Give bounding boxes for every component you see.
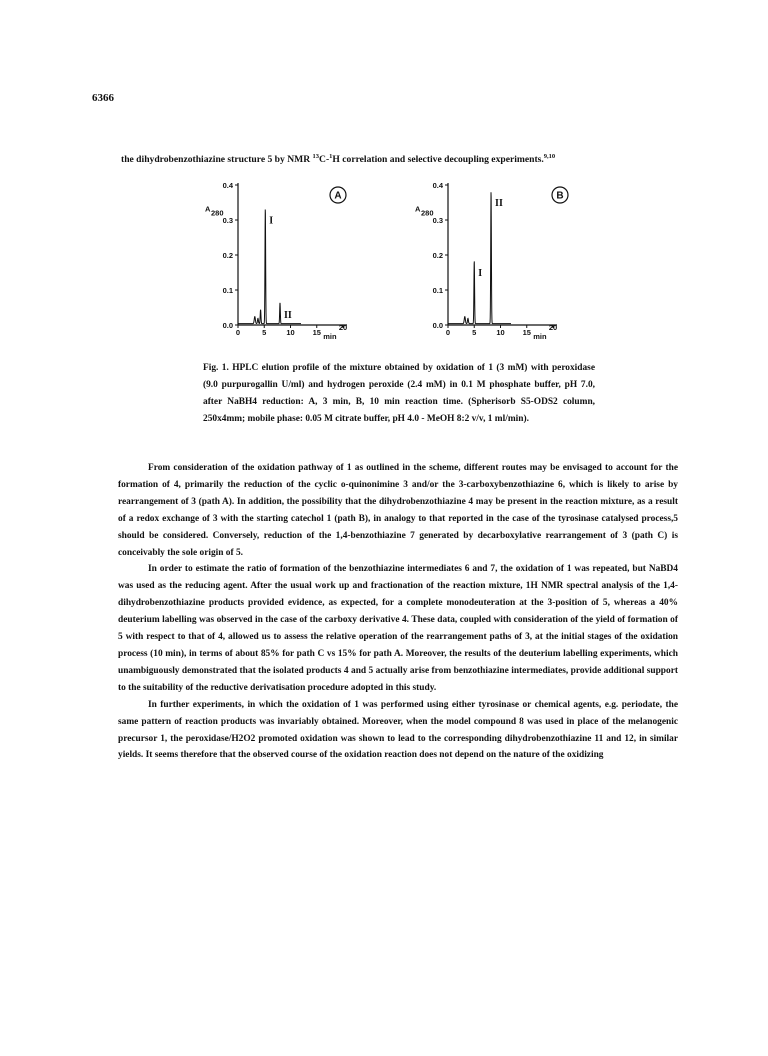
intro-sup-13: 13 [312,153,320,160]
paragraph-2: In order to estimate the ratio of formation of the benzothiazine intermediates 6 and 7, the oxidation of 1 was repeated, but NaBD4 was used as the reducing agent. After the usual work up and fractionation of the reaction mixture, 1H NMR spectral analysis of the 1,4-dihydrobenzothiazine products provided evidence, as expected, for a complete monodeuteration at the 3-position of 5, whereas a 40% deuterium labelling was observed in the case of the carboxy derivative 4. These data, coupled with consideration of the yield of formation of 5 with respect to that of 4, allowed us to assess the relative operation of the rearrangement paths of 3, at the initial stages of the oxidation process (10 min), in terms of about 85% for path C vs 15% for path A. Moreover, the results of the deuterium labelling experiments, which unambiguously demonstrated that the isolated products 4 and 5 actually arise from benzothiazine intermediates, provide additional support to the suitability of the reductive derivatisation procedure adopted in this study. [118,564,678,693]
x-tick-label: 5 [472,328,477,337]
peak-label: II [284,310,292,321]
intro-sup-1: 1 [329,153,333,160]
page-number: 6366 [92,92,114,104]
y-tick-label: 0.0 [432,321,443,330]
x-axis-unit: min [533,332,547,341]
x-tick-label: 15 [312,328,321,337]
peak-label: II [495,198,503,209]
chromatogram-trace [238,210,301,324]
x-tick-label: 20 [338,323,348,332]
x-tick-label: 5 [262,328,267,337]
x-tick-label: 10 [286,328,295,337]
y-axis-label: A [415,204,421,214]
y-tick-label: 0.3 [432,216,443,225]
x-axis-unit: min [323,332,337,341]
y-tick-label: 0.3 [222,216,233,225]
hplc-figure [195,172,564,347]
y-tick-label: 0.4 [432,181,443,190]
panel-letter: B [556,190,564,202]
y-axis-label-sub: 280 [421,208,434,218]
peak-label: I [478,268,483,279]
x-tick-label: 20 [548,323,558,332]
y-tick-label: 0.1 [222,286,233,295]
peak-label: I [269,215,274,227]
y-axis-label-sub: 280 [211,208,224,218]
figure-caption: Fig. 1. HPLC elution profile of the mixture obtained by oxidation of 1 (3 mM) with peroxidase (9.0 purpurogallin U/ml) and hydrogen peroxide (2.4 mM) in 0.1 M phosphate buffer, pH 7.0, after NaBH4 reduction: A, 3 min, B, 10 min reaction time. (Spherisorb S5-ODS2 column, 250x4mm; mobile phase: 0.05 M citrate buffer, pH 4.0 - MeOH 8:2 v/v, 1 ml/min). [203,363,595,424]
x-tick-label: 10 [496,328,505,337]
intro-text: the dihydrobenzothiazine structure 5 by NMR [121,154,313,166]
paragraph-1: From consideration of the oxidation pathway of 1 as outlined in the scheme, different routes may be envisaged to account for the formation of 4, primarily the reduction of the cyclic o-quinonimine 3 and/or the 3-carboxybenzothiazine 6, which is likely to arise by rearrangement of 3 (path A). In addition, the possibility that the dihydrobenzothiazine 4 may be present in the reaction mixture, as a result of a redox exchange of 3 with the starting catechol 1 (path B), in analogy to that reported in the case of the tyrosinase catalysed process,5 should be considered. Conversely, reduction of the 1,4-benzothiazine 7 generated by decarboxylative rearrangement of 3 (path C) is conceivably the sole origin of 5. [118,463,678,558]
chromatogram-trace [448,192,511,323]
y-tick-label: 0.0 [222,321,233,330]
intro-end: H correlation and selective decoupling experiments. [332,154,544,166]
x-tick-label: 0 [445,328,451,337]
y-tick-label: 0.2 [432,251,443,260]
x-tick-label: 15 [522,328,531,337]
body-text [118,460,678,764]
x-tick-label: 0 [235,328,241,337]
y-tick-label: 0.4 [222,181,233,190]
y-tick-label: 0.1 [432,286,443,295]
hplc-chromatograms [195,172,564,347]
y-tick-label: 0.2 [222,251,233,260]
intro-sentence [121,153,681,165]
intro-mid: C- [319,154,330,166]
y-axis-label: A [205,204,211,214]
intro-refs: 9,10 [543,153,556,160]
panel-letter: A [334,190,342,202]
paragraph-3: In further experiments, in which the oxidation of 1 was performed using either tyrosinase or chemical agents, e.g. periodate, the same pattern of reaction products was invariably obtained. Moreover, when the model compound 8 was used in place of the melanogenic precursor 1, the peroxidase/H2O2 promoted oxidation was shown to lead to the corresponding dihydrobenzothiazine 11 and 12, in similar yields. It seems therefore that the observed course of the oxidation reaction does not depend on the nature of the oxidizing [118,699,678,761]
